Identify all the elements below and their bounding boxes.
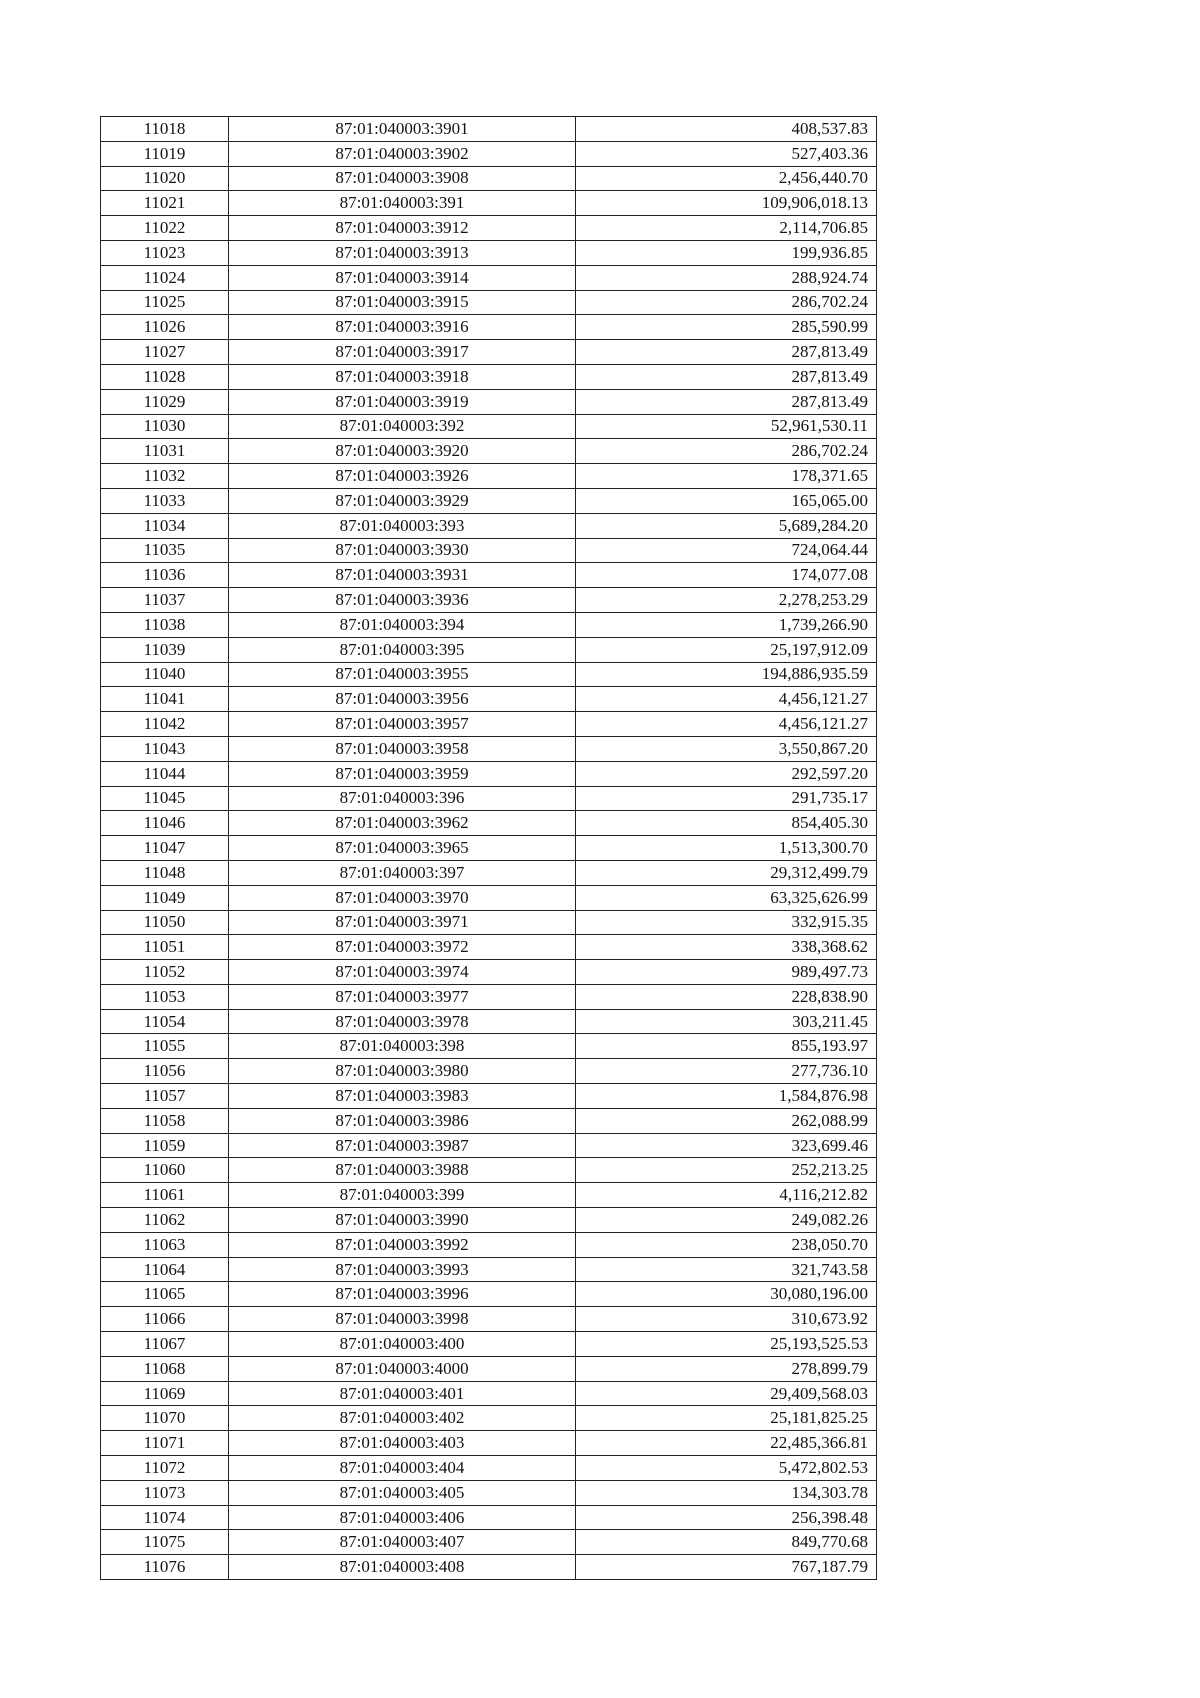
cadastral-number-cell: 87:01:040003:3916 (229, 315, 576, 340)
table-row (101, 513, 877, 538)
cadastral-number-cell: 87:01:040003:3988 (229, 1158, 576, 1183)
value-cell: 4,116,212.82 (576, 1183, 877, 1208)
cadastral-number-cell: 87:01:040003:3918 (229, 364, 576, 389)
table-row (101, 1332, 877, 1357)
cadastral-number-cell: 87:01:040003:4000 (229, 1356, 576, 1381)
value-cell: 252,213.25 (576, 1158, 877, 1183)
table-row (101, 141, 877, 166)
cadastral-number-cell: 87:01:040003:3902 (229, 141, 576, 166)
row-number-cell: 11040 (101, 662, 229, 687)
row-number-cell: 11024 (101, 265, 229, 290)
value-cell: 1,739,266.90 (576, 612, 877, 637)
value-cell: 332,915.35 (576, 910, 877, 935)
cadastral-number-cell: 87:01:040003:3996 (229, 1282, 576, 1307)
table-row (101, 960, 877, 985)
table-row (101, 240, 877, 265)
row-number-cell: 11065 (101, 1282, 229, 1307)
row-number-cell: 11073 (101, 1480, 229, 1505)
row-number-cell: 11069 (101, 1381, 229, 1406)
cadastral-number-cell: 87:01:040003:3931 (229, 563, 576, 588)
row-number-cell: 11061 (101, 1183, 229, 1208)
cadastral-number-cell: 87:01:040003:3965 (229, 836, 576, 861)
row-number-cell: 11076 (101, 1555, 229, 1580)
table-row (101, 1034, 877, 1059)
row-number-cell: 11067 (101, 1332, 229, 1357)
table-row (101, 563, 877, 588)
cadastral-number-cell: 87:01:040003:3919 (229, 389, 576, 414)
cadastral-number-cell: 87:01:040003:3920 (229, 439, 576, 464)
cadastral-number-cell: 87:01:040003:395 (229, 637, 576, 662)
cadastral-number-cell: 87:01:040003:3978 (229, 1009, 576, 1034)
cadastral-number-cell: 87:01:040003:394 (229, 612, 576, 637)
table-row (101, 1555, 877, 1580)
value-cell: 25,197,912.09 (576, 637, 877, 662)
table-row (101, 290, 877, 315)
cadastral-number-cell: 87:01:040003:408 (229, 1555, 576, 1580)
row-number-cell: 11019 (101, 141, 229, 166)
row-number-cell: 11029 (101, 389, 229, 414)
table-row (101, 1282, 877, 1307)
value-cell: 288,924.74 (576, 265, 877, 290)
row-number-cell: 11046 (101, 811, 229, 836)
row-number-cell: 11022 (101, 216, 229, 241)
table-row (101, 662, 877, 687)
cadastral-number-cell: 87:01:040003:3959 (229, 761, 576, 786)
table-row (101, 1084, 877, 1109)
value-cell: 854,405.30 (576, 811, 877, 836)
cadastral-number-cell: 87:01:040003:3970 (229, 885, 576, 910)
cadastral-number-cell: 87:01:040003:404 (229, 1456, 576, 1481)
row-number-cell: 11045 (101, 786, 229, 811)
row-number-cell: 11068 (101, 1356, 229, 1381)
table-row (101, 935, 877, 960)
value-cell: 29,312,499.79 (576, 860, 877, 885)
value-cell: 287,813.49 (576, 364, 877, 389)
table-row (101, 860, 877, 885)
value-cell: 767,187.79 (576, 1555, 877, 1580)
cadastral-number-cell: 87:01:040003:403 (229, 1431, 576, 1456)
table-row (101, 340, 877, 365)
row-number-cell: 11041 (101, 687, 229, 712)
table-row (101, 588, 877, 613)
cadastral-number-cell: 87:01:040003:3971 (229, 910, 576, 935)
row-number-cell: 11027 (101, 340, 229, 365)
row-number-cell: 11031 (101, 439, 229, 464)
row-number-cell: 11059 (101, 1133, 229, 1158)
value-cell: 2,114,706.85 (576, 216, 877, 241)
table-row (101, 885, 877, 910)
value-cell: 249,082.26 (576, 1208, 877, 1233)
value-cell: 287,813.49 (576, 340, 877, 365)
table-row (101, 736, 877, 761)
value-cell: 199,936.85 (576, 240, 877, 265)
value-cell: 22,485,366.81 (576, 1431, 877, 1456)
row-number-cell: 11023 (101, 240, 229, 265)
row-number-cell: 11054 (101, 1009, 229, 1034)
row-number-cell: 11070 (101, 1406, 229, 1431)
value-cell: 527,403.36 (576, 141, 877, 166)
cadastral-number-cell: 87:01:040003:393 (229, 513, 576, 538)
row-number-cell: 11072 (101, 1456, 229, 1481)
cadastral-number-cell: 87:01:040003:3930 (229, 538, 576, 563)
row-number-cell: 11030 (101, 414, 229, 439)
cadastral-number-cell: 87:01:040003:3977 (229, 984, 576, 1009)
row-number-cell: 11062 (101, 1208, 229, 1233)
cadastral-number-cell: 87:01:040003:3980 (229, 1059, 576, 1084)
table-row (101, 191, 877, 216)
row-number-cell: 11020 (101, 166, 229, 191)
value-cell: 286,702.24 (576, 439, 877, 464)
cadastral-number-cell: 87:01:040003:3915 (229, 290, 576, 315)
value-cell: 292,597.20 (576, 761, 877, 786)
cadastral-number-cell: 87:01:040003:3957 (229, 712, 576, 737)
row-number-cell: 11034 (101, 513, 229, 538)
value-cell: 310,673.92 (576, 1307, 877, 1332)
table-row (101, 687, 877, 712)
value-cell: 338,368.62 (576, 935, 877, 960)
table-row (101, 910, 877, 935)
value-cell: 63,325,626.99 (576, 885, 877, 910)
value-cell: 194,886,935.59 (576, 662, 877, 687)
table-row (101, 488, 877, 513)
value-cell: 303,211.45 (576, 1009, 877, 1034)
value-cell: 287,813.49 (576, 389, 877, 414)
table-row (101, 216, 877, 241)
row-number-cell: 11060 (101, 1158, 229, 1183)
value-cell: 4,456,121.27 (576, 687, 877, 712)
cadastral-number-cell: 87:01:040003:3926 (229, 464, 576, 489)
value-cell: 291,735.17 (576, 786, 877, 811)
table-row (101, 538, 877, 563)
cadastral-number-cell: 87:01:040003:3972 (229, 935, 576, 960)
table-row (101, 984, 877, 1009)
table-row (101, 464, 877, 489)
cadastral-number-cell: 87:01:040003:3917 (229, 340, 576, 365)
value-cell: 849,770.68 (576, 1530, 877, 1555)
value-cell: 25,193,525.53 (576, 1332, 877, 1357)
row-number-cell: 11063 (101, 1232, 229, 1257)
row-number-cell: 11050 (101, 910, 229, 935)
table-body (101, 117, 877, 1580)
value-cell: 408,537.83 (576, 117, 877, 142)
row-number-cell: 11071 (101, 1431, 229, 1456)
table-row (101, 389, 877, 414)
table-row (101, 1133, 877, 1158)
row-number-cell: 11044 (101, 761, 229, 786)
cadastral-number-cell: 87:01:040003:3974 (229, 960, 576, 985)
row-number-cell: 11042 (101, 712, 229, 737)
cadastral-number-cell: 87:01:040003:3983 (229, 1084, 576, 1109)
table-row (101, 1530, 877, 1555)
row-number-cell: 11037 (101, 588, 229, 613)
row-number-cell: 11075 (101, 1530, 229, 1555)
value-cell: 1,584,876.98 (576, 1084, 877, 1109)
cadastral-number-cell: 87:01:040003:407 (229, 1530, 576, 1555)
row-number-cell: 11051 (101, 935, 229, 960)
cadastral-number-cell: 87:01:040003:400 (229, 1332, 576, 1357)
cadastral-number-cell: 87:01:040003:397 (229, 860, 576, 885)
table-row (101, 1183, 877, 1208)
table-row (101, 439, 877, 464)
value-cell: 30,080,196.00 (576, 1282, 877, 1307)
row-number-cell: 11039 (101, 637, 229, 662)
cadastral-number-cell: 87:01:040003:3955 (229, 662, 576, 687)
row-number-cell: 11026 (101, 315, 229, 340)
value-cell: 855,193.97 (576, 1034, 877, 1059)
table-row (101, 414, 877, 439)
cadastral-number-cell: 87:01:040003:3956 (229, 687, 576, 712)
cadastral-number-cell: 87:01:040003:3958 (229, 736, 576, 761)
cadastral-number-cell: 87:01:040003:391 (229, 191, 576, 216)
value-cell: 109,906,018.13 (576, 191, 877, 216)
table-row (101, 1381, 877, 1406)
table-row (101, 364, 877, 389)
cadastral-number-cell: 87:01:040003:3936 (229, 588, 576, 613)
row-number-cell: 11035 (101, 538, 229, 563)
row-number-cell: 11056 (101, 1059, 229, 1084)
table-row (101, 1208, 877, 1233)
table-row (101, 1505, 877, 1530)
cadastral-number-cell: 87:01:040003:3986 (229, 1108, 576, 1133)
table-row (101, 1009, 877, 1034)
value-cell: 134,303.78 (576, 1480, 877, 1505)
value-cell: 989,497.73 (576, 960, 877, 985)
row-number-cell: 11032 (101, 464, 229, 489)
table-row (101, 1307, 877, 1332)
table-row (101, 761, 877, 786)
row-number-cell: 11033 (101, 488, 229, 513)
row-number-cell: 11058 (101, 1108, 229, 1133)
row-number-cell: 11057 (101, 1084, 229, 1109)
value-cell: 2,278,253.29 (576, 588, 877, 613)
row-number-cell: 11047 (101, 836, 229, 861)
value-cell: 165,065.00 (576, 488, 877, 513)
cadastral-number-cell: 87:01:040003:399 (229, 1183, 576, 1208)
row-number-cell: 11018 (101, 117, 229, 142)
value-cell: 256,398.48 (576, 1505, 877, 1530)
value-cell: 286,702.24 (576, 290, 877, 315)
table-row (101, 1356, 877, 1381)
cadastral-number-cell: 87:01:040003:3992 (229, 1232, 576, 1257)
table-row (101, 1158, 877, 1183)
row-number-cell: 11025 (101, 290, 229, 315)
table-row (101, 117, 877, 142)
table-row (101, 712, 877, 737)
value-cell: 323,699.46 (576, 1133, 877, 1158)
row-number-cell: 11064 (101, 1257, 229, 1282)
cadastral-number-cell: 87:01:040003:3908 (229, 166, 576, 191)
row-number-cell: 11021 (101, 191, 229, 216)
value-cell: 228,838.90 (576, 984, 877, 1009)
value-cell: 52,961,530.11 (576, 414, 877, 439)
row-number-cell: 11036 (101, 563, 229, 588)
row-number-cell: 11055 (101, 1034, 229, 1059)
value-cell: 724,064.44 (576, 538, 877, 563)
cadastral-number-cell: 87:01:040003:406 (229, 1505, 576, 1530)
value-cell: 5,689,284.20 (576, 513, 877, 538)
row-number-cell: 11066 (101, 1307, 229, 1332)
cadastral-number-cell: 87:01:040003:402 (229, 1406, 576, 1431)
row-number-cell: 11028 (101, 364, 229, 389)
row-number-cell: 11049 (101, 885, 229, 910)
value-cell: 2,456,440.70 (576, 166, 877, 191)
cadastral-number-cell: 87:01:040003:401 (229, 1381, 576, 1406)
value-cell: 238,050.70 (576, 1232, 877, 1257)
cadastral-number-cell: 87:01:040003:3962 (229, 811, 576, 836)
table-row (101, 1480, 877, 1505)
cadastral-number-cell: 87:01:040003:396 (229, 786, 576, 811)
cadastral-number-cell: 87:01:040003:3987 (229, 1133, 576, 1158)
cadastral-number-cell: 87:01:040003:3993 (229, 1257, 576, 1282)
value-cell: 1,513,300.70 (576, 836, 877, 861)
cadastral-number-cell: 87:01:040003:3901 (229, 117, 576, 142)
row-number-cell: 11043 (101, 736, 229, 761)
value-cell: 29,409,568.03 (576, 1381, 877, 1406)
row-number-cell: 11048 (101, 860, 229, 885)
table-row (101, 265, 877, 290)
table-row (101, 1059, 877, 1084)
value-cell: 321,743.58 (576, 1257, 877, 1282)
value-cell: 262,088.99 (576, 1108, 877, 1133)
cadastral-number-cell: 87:01:040003:3914 (229, 265, 576, 290)
value-cell: 277,736.10 (576, 1059, 877, 1084)
row-number-cell: 11074 (101, 1505, 229, 1530)
row-number-cell: 11053 (101, 984, 229, 1009)
row-number-cell: 11052 (101, 960, 229, 985)
table-row (101, 1232, 877, 1257)
cadastral-number-cell: 87:01:040003:405 (229, 1480, 576, 1505)
table-row (101, 836, 877, 861)
table-row (101, 1431, 877, 1456)
table-row (101, 1257, 877, 1282)
table-row (101, 1108, 877, 1133)
table-row (101, 1406, 877, 1431)
value-cell: 285,590.99 (576, 315, 877, 340)
cadastral-number-cell: 87:01:040003:3913 (229, 240, 576, 265)
table-row (101, 315, 877, 340)
cadastral-number-cell: 87:01:040003:398 (229, 1034, 576, 1059)
cadastral-number-cell: 87:01:040003:3998 (229, 1307, 576, 1332)
value-cell: 5,472,802.53 (576, 1456, 877, 1481)
cadastral-number-cell: 87:01:040003:3929 (229, 488, 576, 513)
cadastral-number-cell: 87:01:040003:392 (229, 414, 576, 439)
value-cell: 278,899.79 (576, 1356, 877, 1381)
value-cell: 3,550,867.20 (576, 736, 877, 761)
table-row (101, 1456, 877, 1481)
cadastral-number-cell: 87:01:040003:3990 (229, 1208, 576, 1233)
row-number-cell: 11038 (101, 612, 229, 637)
value-cell: 4,456,121.27 (576, 712, 877, 737)
table-row (101, 811, 877, 836)
table-row (101, 612, 877, 637)
table-row (101, 786, 877, 811)
table-row (101, 637, 877, 662)
table-row (101, 166, 877, 191)
value-cell: 25,181,825.25 (576, 1406, 877, 1431)
data-table (100, 116, 877, 1580)
value-cell: 178,371.65 (576, 464, 877, 489)
value-cell: 174,077.08 (576, 563, 877, 588)
cadastral-number-cell: 87:01:040003:3912 (229, 216, 576, 241)
